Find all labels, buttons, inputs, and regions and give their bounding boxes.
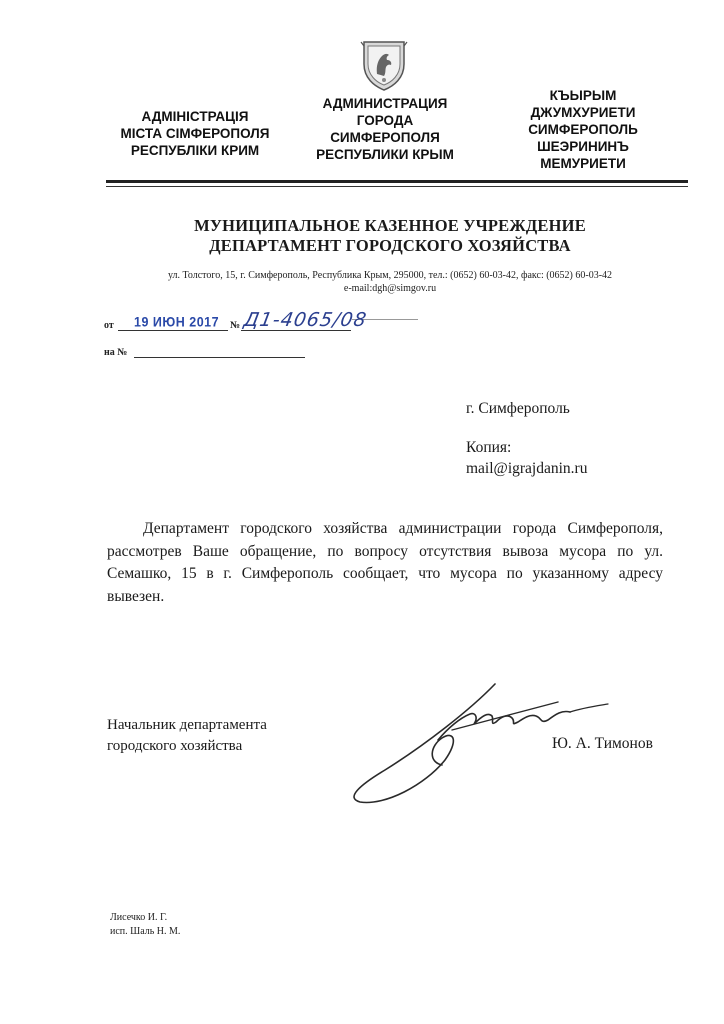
header-rule-thin xyxy=(106,186,688,187)
letterhead-right-line: СИМФЕРОПОЛЬ xyxy=(528,122,638,137)
city: г. Симферополь xyxy=(466,400,570,417)
body-paragraph: Департамент городского хозяйства администрации города Симферополя, рассмотрев Ваше обращение, по вопросу отсутствия вывоза мусора по ул. Семашко, 15 в г. Симферополь сообщает, что мусора по указанному адресу вывезен. xyxy=(107,520,663,605)
registration-number: Д1-4065/08 xyxy=(242,309,369,331)
number-label: № xyxy=(230,320,241,331)
header-rule-thick xyxy=(106,180,688,183)
letterhead-center-line: АДМИНИСТРАЦИЯ xyxy=(322,96,448,111)
letterhead-right-line: ШЕЭРИНИНЪ xyxy=(537,139,629,154)
organization-line-1: МУНИЦИПАЛЬНОЕ КАЗЕННОЕ УЧРЕЖДЕНИЕ xyxy=(194,216,586,235)
contact-info xyxy=(100,269,680,295)
letterhead-right-line: МЕМУРИЕТИ xyxy=(540,156,626,171)
signer-position-line-1: Начальник департамента xyxy=(107,717,267,733)
from-label: от xyxy=(104,320,114,331)
organization-line-2: ДЕПАРТАМЕНТ ГОРОДСКОГО ХОЗЯЙСТВА xyxy=(209,236,571,255)
letterhead-right-line: ДЖУМХУРИЕТИ xyxy=(530,105,636,120)
letterhead-left-line: МІСТА СІМФЕРОПОЛЯ xyxy=(120,126,270,141)
copy-label: Копия: xyxy=(466,439,512,456)
letterhead-right-line: КЪЫРЫМ xyxy=(549,88,617,103)
letterhead-left-line: АДМІНІСТРАЦІЯ xyxy=(141,109,249,124)
letterhead-left xyxy=(100,108,290,159)
copy-email: mail@igrajdanin.ru xyxy=(466,460,588,477)
contact-email: e-mail:dgh@simgov.ru xyxy=(343,283,437,294)
contact-address: ул. Толстого, 15, г. Симферополь, Республика Крым, 295000, тел.: (0652) 60-03-42, факс: (0652) 60-03-42 xyxy=(167,270,613,281)
letterhead-center xyxy=(290,95,480,163)
letterhead-center-line: ГОРОДА xyxy=(356,113,414,128)
reply-to-field xyxy=(134,345,305,358)
signer-position-line-2: городского хозяйства xyxy=(107,738,243,754)
date-stamp: 19 ИЮН 2017 xyxy=(134,314,220,330)
organization-name xyxy=(110,216,670,256)
crimea-coat-of-arms-icon xyxy=(360,38,408,92)
executor-note: исп. Шаль Н. М. xyxy=(110,926,181,937)
handwritten-signature xyxy=(330,670,620,810)
reply-to-label: на № xyxy=(104,347,128,358)
letterhead-center-line: РЕСПУБЛИКИ КРЫМ xyxy=(316,147,454,162)
letterhead-center-line: СИМФЕРОПОЛЯ xyxy=(330,130,440,145)
author-note: Лисечко И. Г. xyxy=(110,912,168,923)
emblem xyxy=(360,38,408,92)
letterhead-left-line: РЕСПУБЛІКИ КРИМ xyxy=(130,143,260,158)
letterhead-right xyxy=(488,87,678,172)
signer-name: Ю. А. Тимонов xyxy=(552,735,653,752)
